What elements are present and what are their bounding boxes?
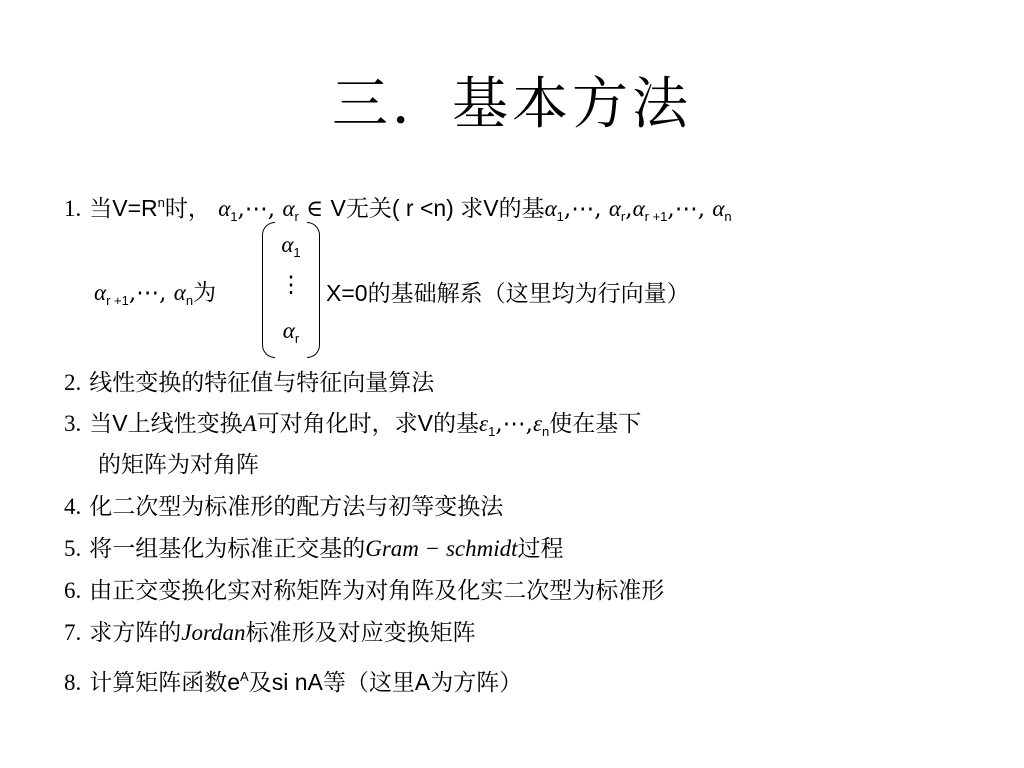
right-parenthesis xyxy=(307,222,320,358)
item-1-solution-text: X=0的基础解系（这里均为行向量） xyxy=(326,280,690,307)
alpha-column-matrix xyxy=(262,222,320,358)
item-2: 2. 线性变换的特征值与特征向量算法 xyxy=(64,370,435,396)
item-7: 7. 求方阵的Jordan标准形及对应变换矩阵 xyxy=(64,620,476,646)
item-1-continuation: $\alpha_{r +1},\cdots$, $\alpha_n$为 xyxy=(94,280,217,308)
item-1: 1. 当$V=R^n$时， $\alpha_1,\cdots$, $\alpha_r$ ∈ V无关( r <n) 求V的基$\alpha_1,\cdots$, $\alpha_r,\alpha_{r +1},\cdots$, $\alpha_n$ xyxy=(64,195,732,224)
matrix-entry-ellipsis: ⋮ xyxy=(279,272,303,297)
item-4: 4. 化二次型为标准形的配方法与初等变换法 xyxy=(64,494,504,520)
item-3: 3. 当V上线性变换A可对角化时，求V的基$\varepsilon_1,\cdots,\varepsilon_n$使在基下 xyxy=(64,410,642,439)
slide-title: 三．基本方法 xyxy=(332,72,692,137)
matrix-entry-top: $\alpha_1$ xyxy=(281,232,301,260)
item-5: 5. 将一组基化为标准正交基的Gram − schmidt过程 xyxy=(64,536,564,562)
item-3-continuation: 的矩阵为对角阵 xyxy=(98,452,259,478)
item-8: 8. 计算矩阵函数$e^A$及si nA等（这里A为方阵） xyxy=(64,669,523,696)
matrix-entry-bottom: $\alpha_r$ xyxy=(282,318,300,346)
item-6: 6. 由正交变换化实对称矩阵为对角阵及化实二次型为标准形 xyxy=(64,578,665,604)
